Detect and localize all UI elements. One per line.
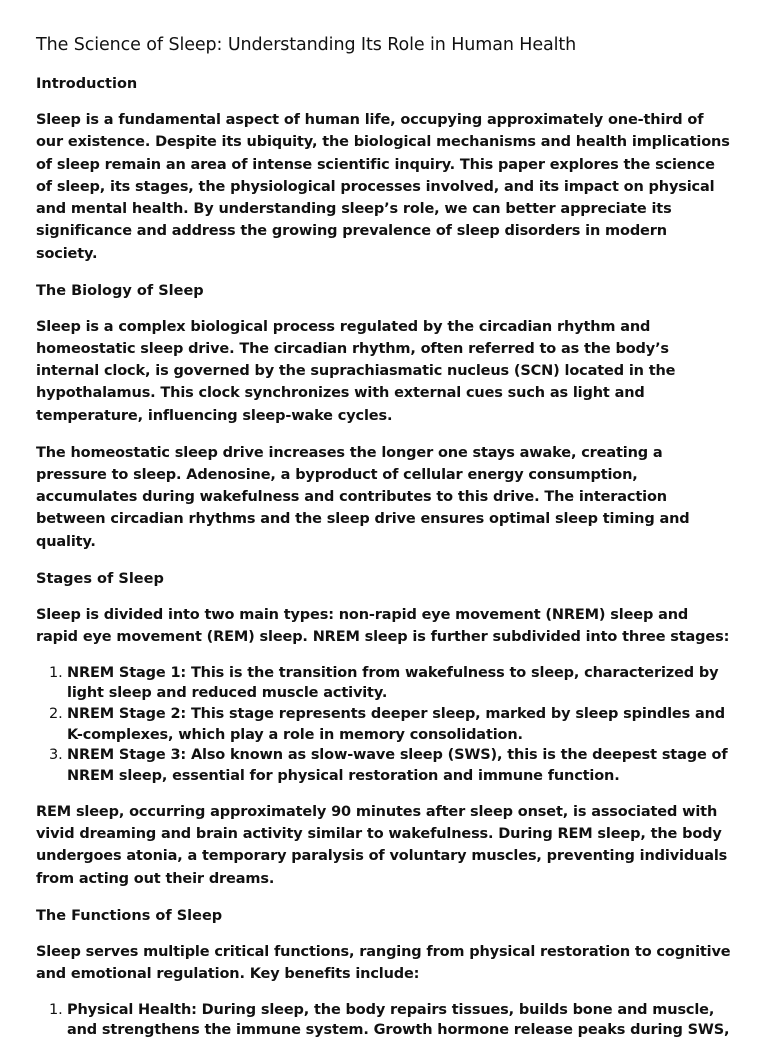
functions-list (36, 1000, 732, 1041)
list-item: 1. Physical Health: During sleep, the body repairs tissues, builds bone and muscle, and strengthens the immune system. Growth hormone release peaks during SWS, (67, 1000, 732, 1041)
paragraph-functions-1: Sleep serves multiple critical functions, ranging from physical restoration to cognitive and emotional regulation. Key benefits include: (36, 943, 731, 982)
paragraph-introduction: Sleep is a fundamental aspect of human life, occupying approximately one-third of our existence. Despite its ubiquity, the biological mechanisms and health implications of sleep remain an area of intense scientific inquiry. This paper explores the science of sleep, its stages, the physiological processes involved, and its impact on physical and mental health. By understanding sleep’s role, we can better appreciate its significance and address the growing prevalence of sleep disorders in modern society. (36, 112, 730, 262)
paragraph-biology-2: The homeostatic sleep drive increases the longer one stays awake, creating a pressure to sleep. Adenosine, a byproduct of cellular energy consumption, accumulates during wakefulness and contributes to this drive. The interaction between circadian rhythms and the sleep drive ensures optimal sleep timing and quality. (36, 444, 690, 550)
list-item: 3. NREM Stage 3: Also known as slow-wave sleep (SWS), this is the deepest stage of NREM sleep, essential for physical restoration and immune function. (67, 745, 732, 786)
list-item: 1. NREM Stage 1: This is the transition from wakefulness to sleep, characterized by light sleep and reduced muscle activity. (67, 663, 732, 704)
stages-list (36, 663, 732, 787)
list-item: 2. NREM Stage 2: This stage represents deeper sleep, marked by sleep spindles and K-complexes, which play a role in memory consolidation. (67, 704, 732, 745)
heading-functions: The Functions of Sleep (36, 907, 223, 924)
paragraph-stages-2: REM sleep, occurring approximately 90 minutes after sleep onset, is associated with vivid dreaming and brain activity similar to wakefulness. During REM sleep, the body undergoes atonia, a temporary paralysis of voluntary muscles, preventing individuals from acting out their dreams. (36, 803, 728, 887)
paragraph-stages-1: Sleep is divided into two main types: non-rapid eye movement (NREM) sleep and rapid eye movement (REM) sleep. NREM sleep is further subdivided into three stages: (36, 606, 730, 645)
paragraph-biology-1: Sleep is a complex biological process regulated by the circadian rhythm and homeostatic sleep drive. The circadian rhythm, often referred to as the body’s internal clock, is governed by the suprachiasmatic nucleus (SCN) located in the hypothalamus. This clock synchronizes with external cues such as light and temperature, influencing sleep-wake cycles. (36, 318, 676, 424)
heading-introduction: Introduction (36, 76, 138, 92)
heading-biology: The Biology of Sleep (36, 282, 204, 299)
heading-stages: Stages of Sleep (36, 570, 164, 587)
document-body (36, 32, 732, 1055)
document-title: The Science of Sleep: Understanding Its Role in Human Health (36, 35, 577, 55)
